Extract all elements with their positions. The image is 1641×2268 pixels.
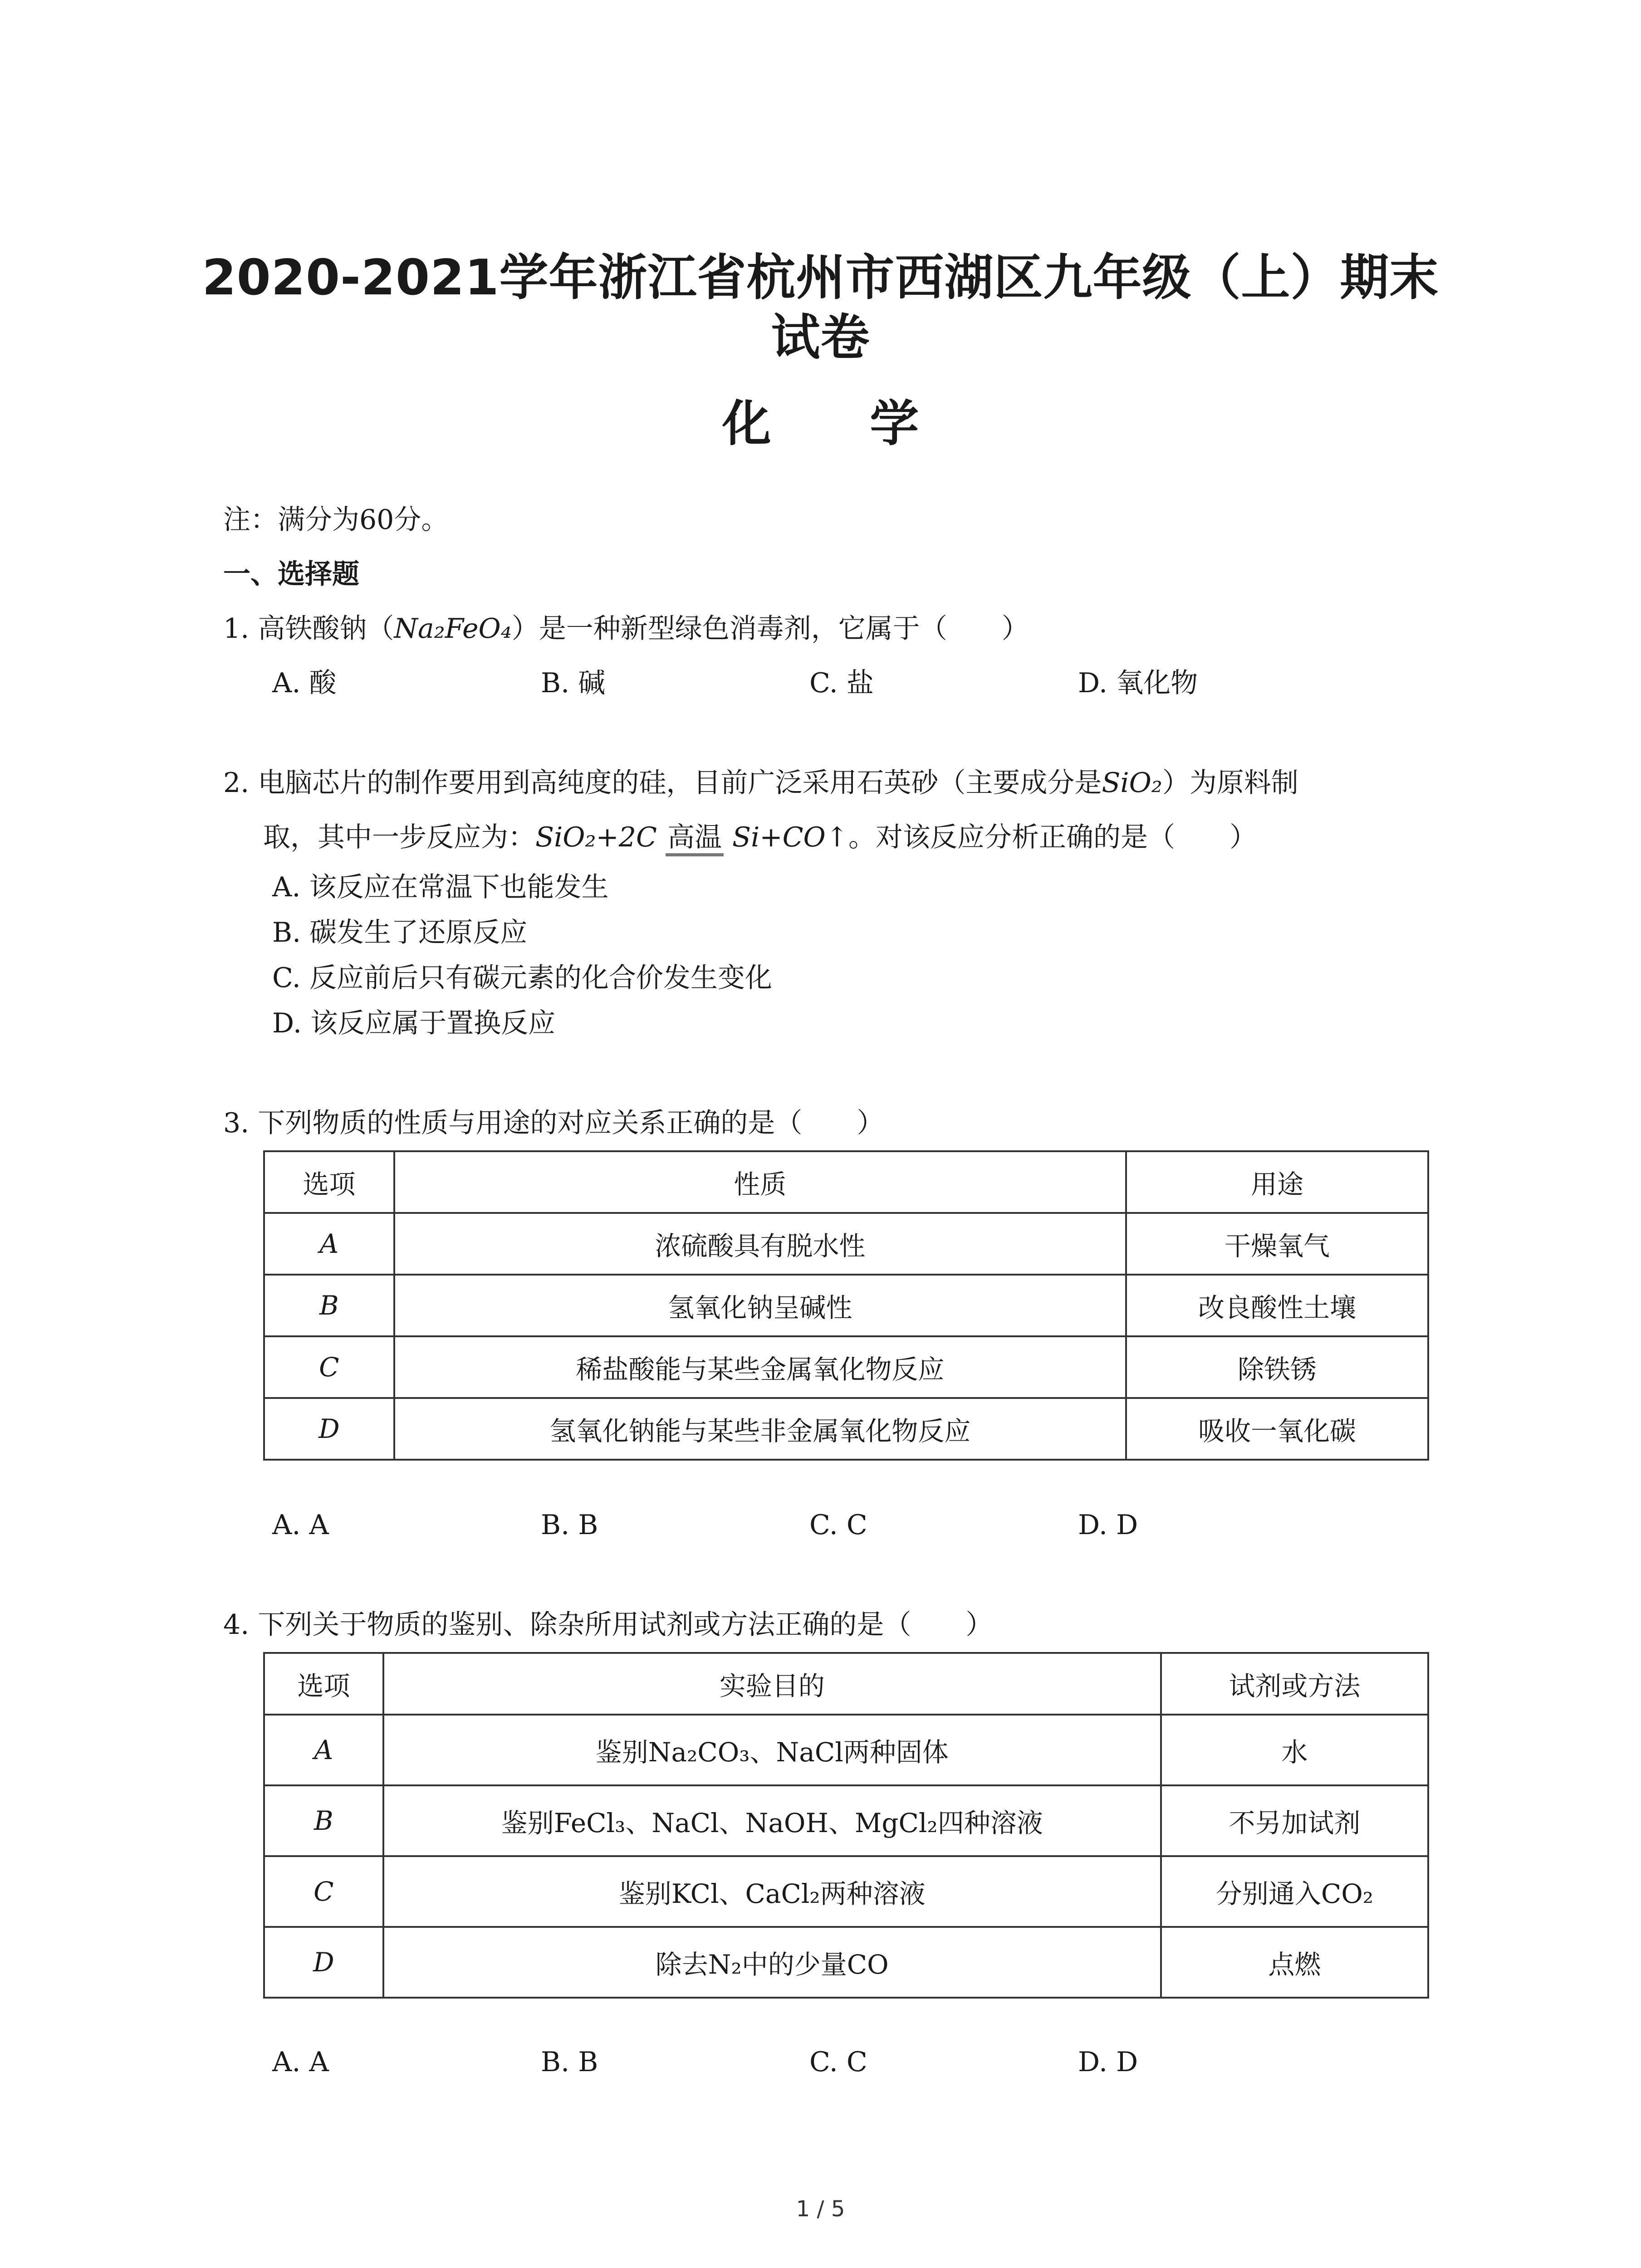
q2-option-c[interactable]: C. 反应前后只有碳元素的化合价发生变化 [272, 962, 772, 994]
table-header-cell: 试剂或方法 [1161, 1653, 1428, 1715]
table-cell: 鉴别Na₂CO₃、NaCl两种固体 [383, 1715, 1161, 1785]
table-cell: 鉴别FeCl₃、NaCl、NaOH、MgCl₂四种溶液 [383, 1785, 1161, 1856]
table-header-row [264, 1653, 1428, 1715]
q3-option-a[interactable] [272, 1507, 329, 1543]
page-number: 1 / 5 [796, 2196, 845, 2222]
question-1-stem [223, 611, 1029, 647]
table-header-cell: 选项 [264, 1653, 383, 1715]
exam-title-continued: 试卷 [771, 309, 870, 366]
table-cell: 除去N₂中的少量CO [383, 1927, 1161, 1998]
table-row [264, 1856, 1428, 1927]
q3-option-c[interactable] [809, 1507, 867, 1543]
table-row [264, 1927, 1428, 1998]
table-cell: 浓硫酸具有脱水性 [394, 1213, 1126, 1275]
question-3-table [263, 1150, 1429, 1461]
q2-line1-suffix: ）为原料制 [1162, 767, 1298, 799]
question-4-table [263, 1652, 1429, 1999]
q2-eq-left: SiO₂+2C [535, 821, 657, 853]
question-3-stem: 3. 下列物质的性质与用途的对应关系正确的是（ ） [223, 1107, 884, 1139]
q4-option-d-label: D. D [1078, 2046, 1138, 2078]
table-row [264, 1275, 1428, 1336]
table-row [264, 1785, 1428, 1856]
q1-option-d[interactable]: D. 氧化物 [1078, 667, 1198, 699]
table-cell: A [264, 1715, 383, 1785]
section-heading: 一、选择题 [223, 558, 359, 590]
q3-option-b-label: B. B [541, 1509, 598, 1541]
q2-option-d[interactable]: D. 该反应属于置换反应 [272, 1007, 556, 1039]
table-row [264, 1398, 1428, 1460]
table-row [264, 1213, 1428, 1275]
table-cell: D [264, 1927, 383, 1998]
q3-option-b[interactable] [541, 1507, 598, 1543]
table-cell: 氢氧化钠呈碱性 [394, 1275, 1126, 1336]
table-header-cell: 用途 [1126, 1151, 1428, 1213]
table-cell: 水 [1161, 1715, 1428, 1785]
q3-option-d[interactable] [1078, 1507, 1138, 1543]
table-cell: 吸收一氧化碳 [1126, 1398, 1428, 1460]
question-2-stem [223, 765, 1298, 801]
q3-option-d-label: D. D [1078, 1509, 1138, 1541]
q2-option-a[interactable]: A. 该反应在常温下也能发生 [272, 871, 609, 903]
q2-line1-formula: SiO₂ [1102, 767, 1162, 799]
q2-eq-condition: 高温 [666, 821, 724, 856]
q2-line2-prefix: 取，其中一步反应为： [263, 821, 535, 853]
q1-prefix: 1. 高铁酸钠（ [223, 613, 394, 645]
table-cell: 除铁锈 [1126, 1336, 1428, 1398]
table-cell: D [264, 1398, 394, 1460]
q1-option-b[interactable]: B. 碱 [541, 667, 606, 699]
table-cell: 改良酸性土壤 [1126, 1275, 1428, 1336]
q3-option-c-label: C. C [809, 1509, 867, 1541]
subject-heading: 化 学 [722, 396, 960, 452]
q2-eq-right: Si+CO↑ [732, 821, 848, 853]
table-row [264, 1715, 1428, 1785]
q2-line2-suffix: 。对该反应分析正确的是（ ） [848, 821, 1257, 853]
q4-option-a-label: A. A [272, 2046, 329, 2078]
table-cell: 不另加试剂 [1161, 1785, 1428, 1856]
table-header-cell: 选项 [264, 1151, 394, 1213]
q4-option-a[interactable] [272, 2044, 329, 2080]
table-row [264, 1336, 1428, 1398]
table-cell: B [264, 1785, 383, 1856]
table-cell: C [264, 1856, 383, 1927]
table-header-cell: 实验目的 [383, 1653, 1161, 1715]
table-header-cell: 性质 [394, 1151, 1126, 1213]
table-cell: 干燥氧气 [1126, 1213, 1428, 1275]
question-2-stem-line2 [263, 819, 1257, 856]
exam-title: 2020-2021学年浙江省杭州市西湖区九年级（上）期末 [202, 249, 1439, 306]
table-cell: 鉴别KCl、CaCl₂两种溶液 [383, 1856, 1161, 1927]
q4-option-b[interactable] [541, 2044, 598, 2080]
table-cell: A [264, 1213, 394, 1275]
q1-formula: Na₂FeO₄ [394, 613, 512, 645]
q3-option-a-label: A. A [272, 1509, 329, 1541]
q2-option-b[interactable]: B. 碳发生了还原反应 [272, 917, 528, 948]
q2-line1-prefix: 2. 电脑芯片的制作要用到高纯度的硅，目前广泛采用石英砂（主要成分是 [223, 767, 1102, 799]
question-4-stem: 4. 下列关于物质的鉴别、除杂所用试剂或方法正确的是（ ） [223, 1609, 993, 1641]
table-cell: C [264, 1336, 394, 1398]
table-cell: B [264, 1275, 394, 1336]
table-cell: 点燃 [1161, 1927, 1428, 1998]
table-cell: 氢氧化钠能与某些非金属氧化物反应 [394, 1398, 1126, 1460]
q1-option-a[interactable]: A. 酸 [272, 667, 337, 699]
q4-option-d[interactable] [1078, 2044, 1138, 2080]
q4-option-c[interactable] [809, 2044, 867, 2080]
table-header-row [264, 1151, 1428, 1213]
table-cell: 分别通入CO₂ [1161, 1856, 1428, 1927]
q1-option-c[interactable]: C. 盐 [809, 667, 874, 699]
q4-option-b-label: B. B [541, 2046, 598, 2078]
score-note: 注：满分为60分。 [223, 504, 449, 536]
q4-option-c-label: C. C [809, 2046, 867, 2078]
table-cell: 稀盐酸能与某些金属氧化物反应 [394, 1336, 1126, 1398]
q1-suffix: ）是一种新型绿色消毒剂，它属于（ ） [511, 613, 1029, 645]
